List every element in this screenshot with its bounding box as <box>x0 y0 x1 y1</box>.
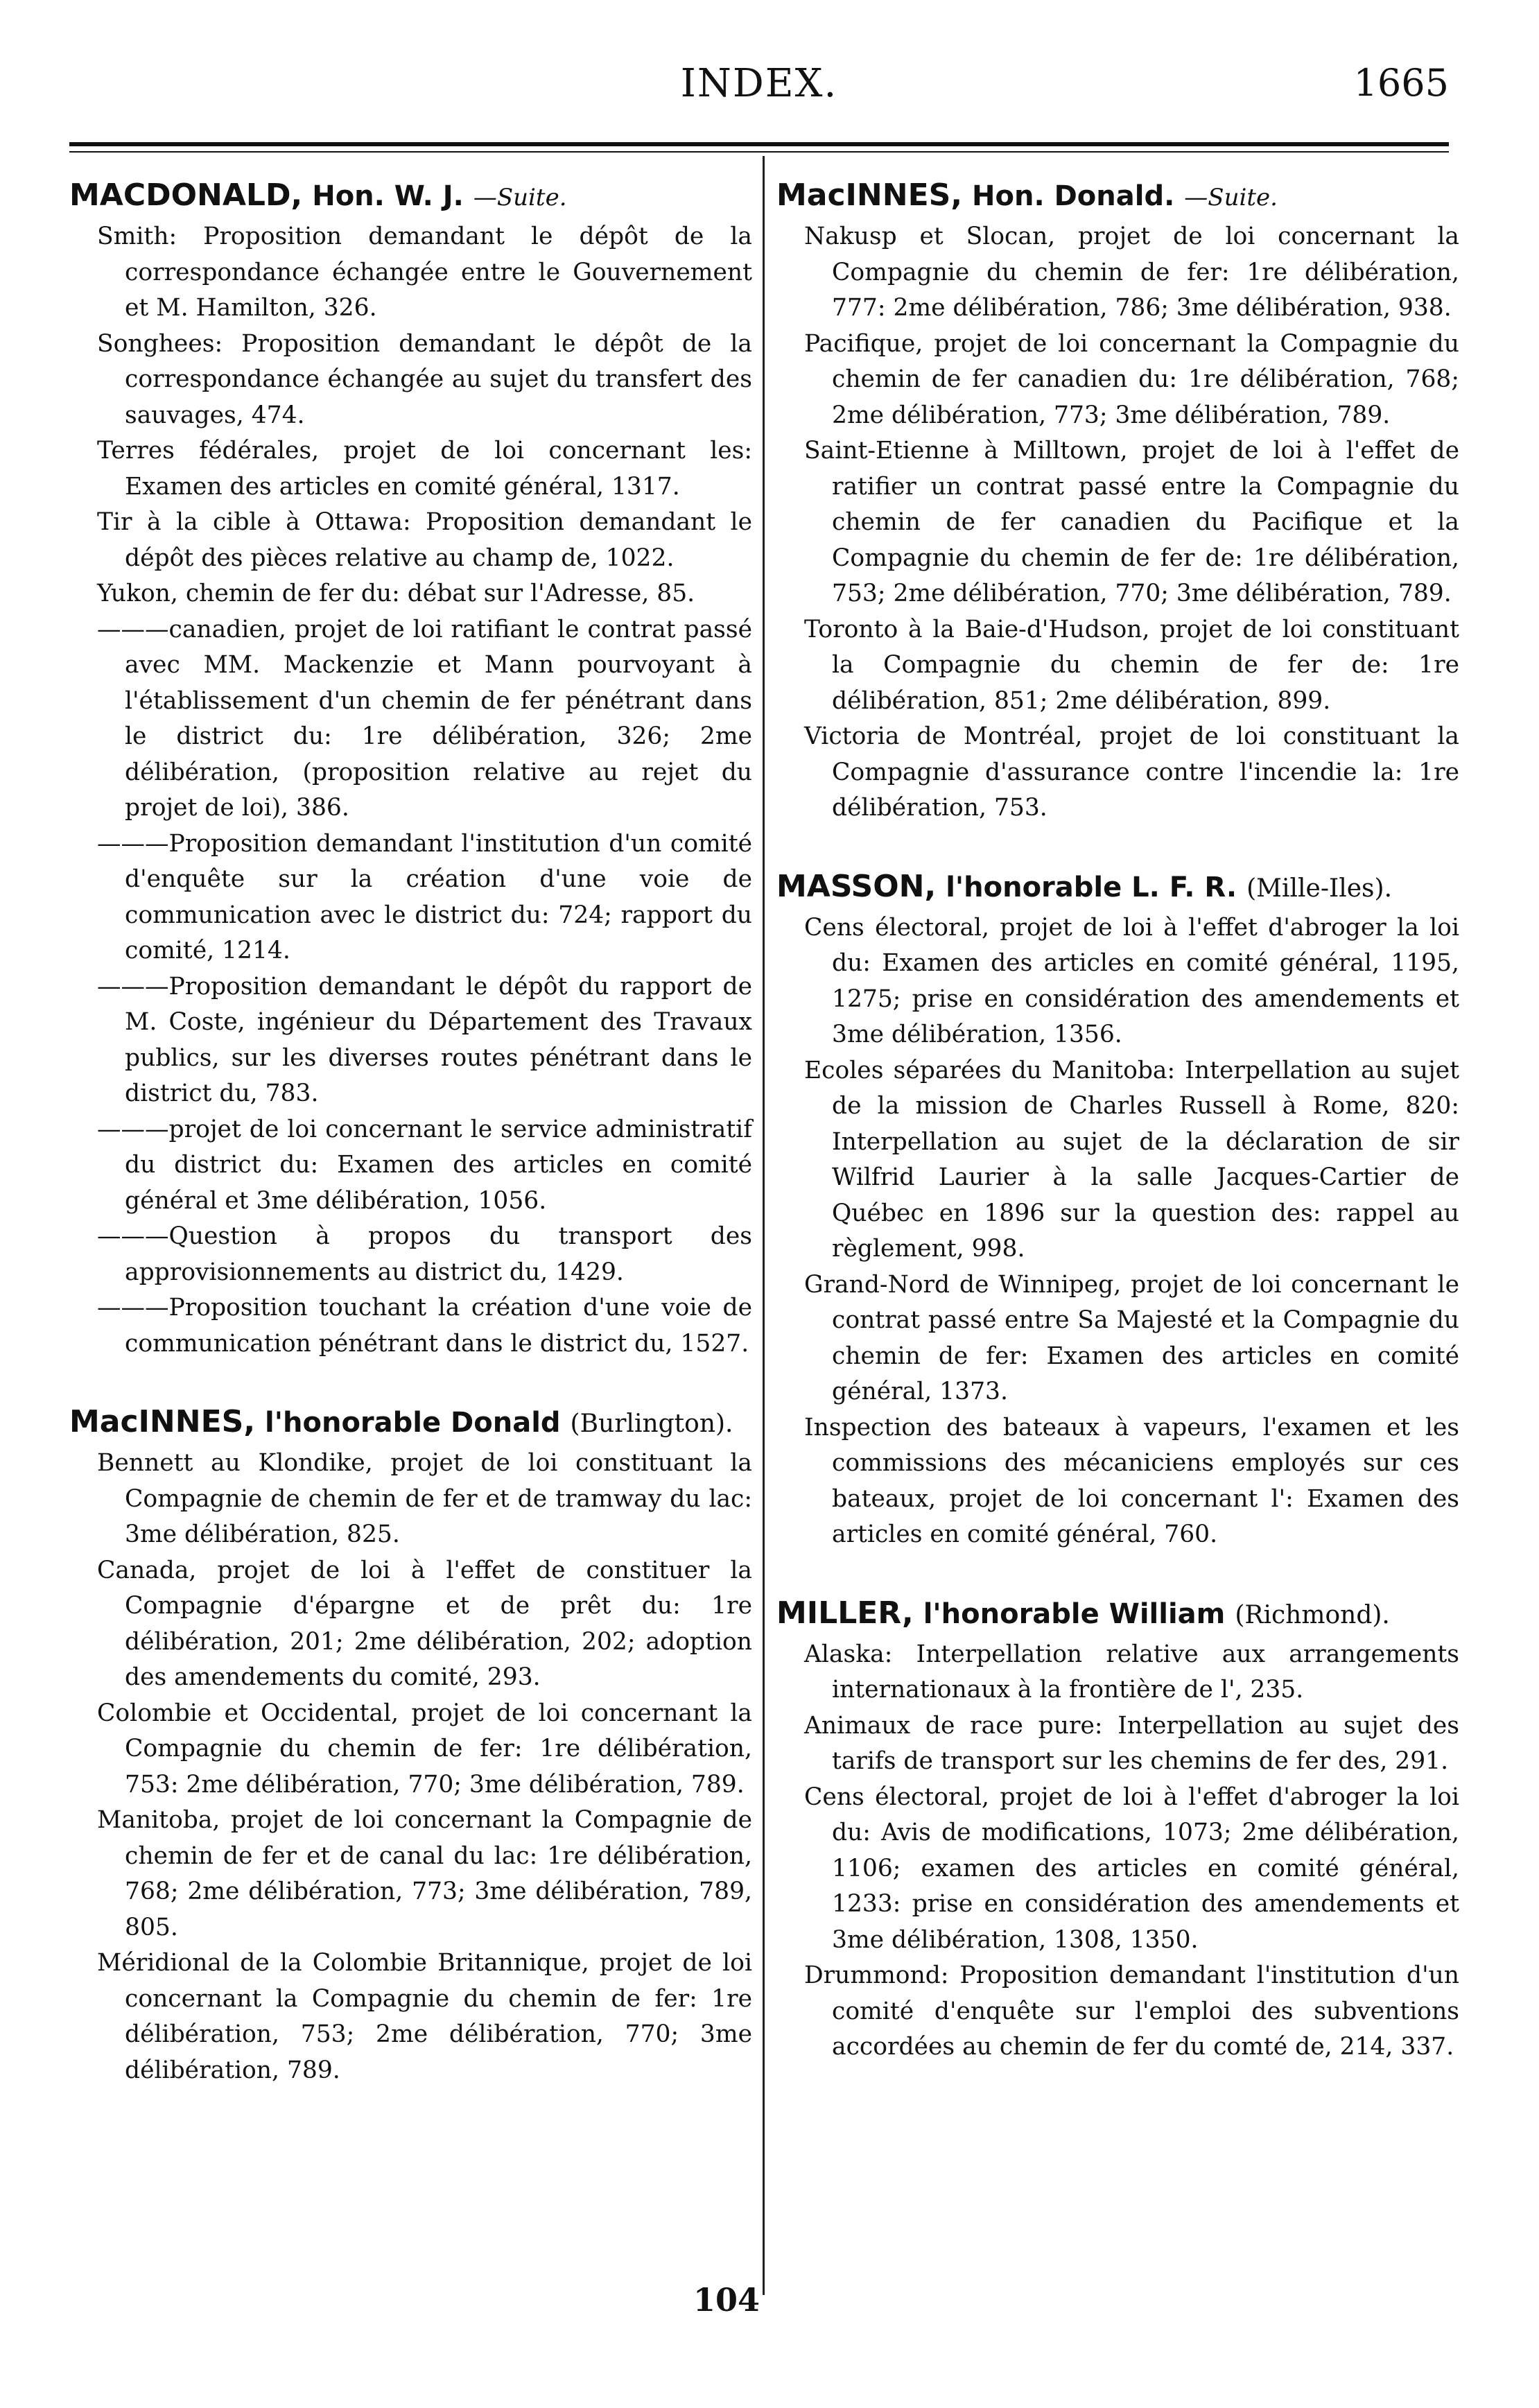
heading-place: (Richmond). <box>1235 1600 1390 1629</box>
section-gap <box>776 826 1459 868</box>
heading-honorific: l'honorable L. F. R. <box>946 871 1237 903</box>
index-entry: Colombie et Occidental, projet de loi concernant la Compagnie du chemin de fer: 1re délibération, 753: 2me délibération, 770; 3me délibération, 789. <box>97 1699 752 1799</box>
index-entry: Grand-Nord de Winnipeg, projet de loi concernant le contrat passé entre Sa Majesté et la Compagnie du chemin de fer: Examen des articles en comité général, 1373. <box>804 1270 1459 1405</box>
heading-honorific: Hon. W. J. <box>312 180 464 212</box>
index-entry: ———Proposition touchant la création d'une voie de communication pénétrant dans le district du, 1527. <box>97 1294 752 1358</box>
heading-place: (Mille-Iles). <box>1246 874 1393 903</box>
index-entry: Drummond: Proposition demandant l'institution d'un comité d'enquête sur l'emploi des subventions accordées au chemin de fer du comté de, 214, 337. <box>804 1961 1459 2061</box>
column-divider <box>763 156 765 2295</box>
index-entry: ———Proposition demandant l'institution d'un comité d'enquête sur la création d'une voie de communication avec le district du: 724; rapport du comité, 1214. <box>97 829 752 964</box>
index-entry: Alaska: Interpellation relative aux arrangements internationaux à la frontière de l', 235. <box>804 1640 1459 1704</box>
index-entry: Saint-Etienne à Milltown, projet de loi à l'effet de ratifier un contrat passé entre la Compagnie du chemin de fer canadien du Pacifique et la Compagnie du chemin de fer de: 1re délibération, 753; 2me délibération, 770; 3me délibération, 789. <box>804 437 1459 607</box>
index-entry: Toronto à la Baie-d'Hudson, projet de loi constituant la Compagnie du chemin de fer de: 1re délibération, 851; 2me délibération, 899. <box>804 615 1459 715</box>
heading-honorific: Hon. Donald. <box>972 180 1175 212</box>
heading-honorific: l'honorable William <box>923 1597 1226 1630</box>
index-entry: Animaux de race pure: Interpellation au sujet des tarifs de transport sur les chemins de fer des, 291. <box>804 1711 1459 1775</box>
heading-suite: —Suite. <box>1184 184 1278 211</box>
index-entry: Victoria de Montréal, projet de loi constituant la Compagnie d'assurance contre l'incendie la: 1re délibération, 753. <box>804 722 1459 822</box>
heading-name: MILLER, <box>776 1595 914 1631</box>
index-heading <box>776 868 1459 908</box>
page-header <box>69 55 1449 111</box>
index-entry: Cens électoral, projet de loi à l'effet d'abroger la loi du: Avis de modifications, 1073; 2me délibération, 1106; examen des articles en comité général, 1233: prise en considération des amendements et 3me délibération, 1308, 1350. <box>804 1783 1459 1954</box>
page-title: INDEX. <box>680 61 838 106</box>
index-entry: Smith: Proposition demandant le dépôt de la correspondance échangée entre le Gouvernement et M. Hamilton, 326. <box>97 223 752 322</box>
index-heading <box>69 177 752 216</box>
page-number: 1665 <box>1353 61 1449 105</box>
index-entry: Méridional de la Colombie Britannique, projet de loi concernant la Compagnie du chemin de fer: 1re délibération, 753; 2me délibération, 770; 3me délibération, 789. <box>97 1949 752 2084</box>
index-heading <box>69 1403 752 1443</box>
index-heading <box>776 1595 1459 1634</box>
index-entry: ———Question à propos du transport des approvisionnements au district du, 1429. <box>97 1222 752 1286</box>
footer-page-number: 104 <box>693 2281 760 2319</box>
index-entry: Bennett au Klondike, projet de loi constituant la Compagnie de chemin de fer et de tramway du lac: 3me délibération, 825. <box>97 1449 752 1548</box>
index-entry: Nakusp et Slocan, projet de loi concernant la Compagnie du chemin de fer: 1re délibération, 777: 2me délibération, 786; 3me délibération, 938. <box>804 223 1459 322</box>
heading-suite: —Suite. <box>473 184 567 211</box>
index-entry: ———Proposition demandant le dépôt du rapport de M. Coste, ingénieur du Département des Travaux publics, sur les diverses routes pénétrant dans le district du, 783. <box>97 972 752 1107</box>
heading-place: (Burlington). <box>570 1410 733 1438</box>
index-entry: Manitoba, projet de loi concernant la Compagnie de chemin de fer et de canal du lac: 1re délibération, 768; 2me délibération, 773; 3me délibération, 789, 805. <box>97 1806 752 1941</box>
index-entry: ———projet de loi concernant le service administratif du district du: Examen des articles en comité général et 3me délibération, 1056. <box>97 1115 752 1215</box>
header-rule-thick <box>69 142 1449 146</box>
heading-name: MASSON, <box>776 868 937 904</box>
heading-name: MACDONALD, <box>69 177 303 213</box>
heading-name: MacINNES, <box>69 1404 256 1439</box>
index-entry: Inspection des bateaux à vapeurs, l'examen et les commissions des mécaniciens employés sur ces bateaux, projet de loi concernant l': Examen des articles en comité général, 760. <box>804 1413 1459 1548</box>
index-entry: ———canadien, projet de loi ratifiant le contrat passé avec MM. Mackenzie et Mann pourvoyant à l'établissement d'un chemin de fer pénétrant dans le district du: 1re délibération, 326; 2me délibération, (proposition relative au rejet du projet de loi), 386. <box>97 615 752 822</box>
index-entry: Ecoles séparées du Manitoba: Interpellation au sujet de la mission de Charles Russell à Rome, 820: Interpellation au sujet de la déclaration de sir Wilfrid Laurier à la salle Jacques-Cartier de Québec en 1896 sur la question des: rappel au règlement, 998. <box>804 1056 1459 1263</box>
header-rule-thin <box>69 151 1449 153</box>
heading-honorific: l'honorable Donald <box>265 1407 561 1439</box>
right-column <box>776 177 1459 2065</box>
index-entry: Yukon, chemin de fer du: débat sur l'Adresse, 85. <box>97 580 695 607</box>
index-heading <box>776 177 1459 216</box>
index-entry: Tir à la cible à Ottawa: Proposition demandant le dépôt des pièces relative au champ de, 1022. <box>97 508 752 572</box>
section-gap <box>776 1553 1459 1595</box>
index-entry: Pacifique, projet de loi concernant la Compagnie du chemin de fer canadien du: 1re délibération, 768; 2me délibération, 773; 3me délibération, 789. <box>804 329 1459 429</box>
index-entry: Songhees: Proposition demandant le dépôt de la correspondance échangée au sujet du transfert des sauvages, 474. <box>97 329 752 429</box>
index-entry: Terres fédérales, projet de loi concernant les: Examen des articles en comité général, 1317. <box>97 437 752 501</box>
index-entry: Canada, projet de loi à l'effet de constituer la Compagnie d'épargne et de prêt du: 1re délibération, 201; 2me délibération, 202; adoption des amendements du comité, 293. <box>97 1556 752 1691</box>
section-gap <box>69 1362 752 1403</box>
index-entry: Cens électoral, projet de loi à l'effet d'abroger la loi du: Examen des articles en comité général, 1195, 1275; prise en considération des amendements et 3me délibération, 1356. <box>804 913 1459 1048</box>
heading-name: MacINNES, <box>776 177 963 213</box>
left-column <box>69 177 752 2088</box>
